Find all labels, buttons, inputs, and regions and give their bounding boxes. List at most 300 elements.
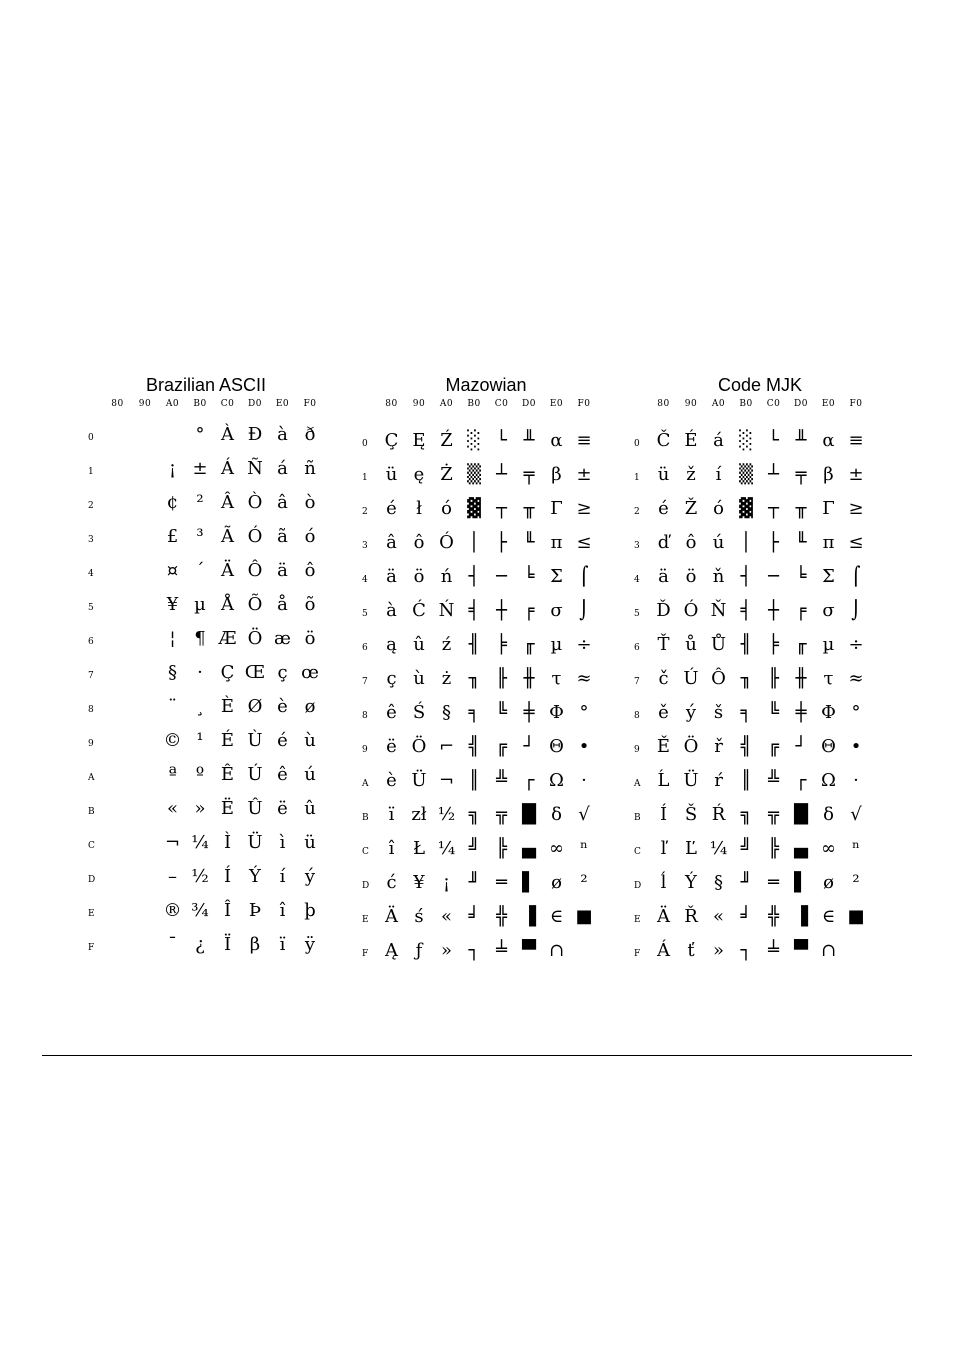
char-cell: Ã bbox=[221, 526, 234, 547]
char-cell: ╗ bbox=[468, 804, 480, 825]
char-cell: û bbox=[304, 798, 316, 819]
table-row bbox=[358, 936, 618, 970]
char-cell: ╙ bbox=[523, 532, 535, 553]
char-cell: ó bbox=[441, 498, 452, 519]
char-cell: • bbox=[578, 736, 590, 757]
char-cell: Ä bbox=[385, 906, 398, 927]
char-cell: ÿ bbox=[304, 934, 316, 955]
char-cell: α bbox=[822, 430, 835, 451]
table-row bbox=[84, 862, 344, 896]
char-cell: ╒ bbox=[795, 600, 807, 621]
table-row bbox=[630, 562, 890, 596]
char-cell: « bbox=[166, 798, 178, 819]
char-cell: ╝ bbox=[468, 838, 480, 859]
char-cell: ┌ bbox=[523, 770, 535, 791]
column-header: E0 bbox=[275, 399, 290, 409]
char-cell: ╬ bbox=[768, 906, 779, 927]
char-cell: Ù bbox=[247, 730, 263, 751]
char-cell: ╕ bbox=[468, 702, 480, 723]
char-cell: ÷ bbox=[576, 634, 592, 655]
char-cell: Ś bbox=[412, 702, 426, 723]
table-row bbox=[358, 562, 618, 596]
char-cell: ╨ bbox=[795, 430, 807, 451]
char-cell: ï bbox=[279, 934, 286, 955]
column-header: A0 bbox=[165, 399, 180, 409]
char-cell: µ bbox=[194, 594, 206, 615]
char-cell: Ω bbox=[821, 770, 836, 791]
column-header: D0 bbox=[794, 399, 808, 409]
table-row bbox=[84, 760, 344, 794]
char-cell: ù bbox=[304, 730, 316, 751]
char-cell: Σ bbox=[550, 566, 563, 587]
char-cell: Ľ bbox=[685, 838, 697, 859]
char-cell: Θ bbox=[549, 736, 564, 757]
char-cell: í bbox=[279, 866, 286, 887]
table-row bbox=[84, 794, 344, 828]
char-cell: τ bbox=[551, 668, 562, 689]
char-cell: ╡ bbox=[740, 600, 752, 621]
char-cell: Ó bbox=[247, 526, 263, 547]
char-cell: δ bbox=[551, 804, 562, 825]
char-cell: ╜ bbox=[740, 872, 752, 893]
char-cell: Ł bbox=[412, 838, 426, 859]
char-cell: ╧ bbox=[768, 940, 779, 961]
char-cell: π bbox=[550, 532, 563, 553]
char-cell: ¡ bbox=[442, 872, 451, 893]
row-label: 1 bbox=[634, 473, 640, 483]
char-cell: ¼ bbox=[437, 838, 456, 859]
char-cell: § bbox=[168, 662, 177, 683]
char-cell: ü bbox=[657, 464, 670, 485]
row-label: 9 bbox=[88, 739, 94, 749]
char-cell: Ü bbox=[247, 832, 263, 853]
char-cell: Ð bbox=[247, 424, 263, 445]
char-cell: ⌡ bbox=[851, 600, 861, 621]
char-cell: ∈ bbox=[549, 906, 564, 927]
char-cell: î bbox=[279, 900, 286, 921]
char-cell: ä bbox=[658, 566, 669, 587]
char-cell: ▐ bbox=[794, 906, 808, 927]
char-cell: π bbox=[822, 532, 835, 553]
char-cell: ⁿ bbox=[580, 838, 588, 859]
char-cell: ░ bbox=[739, 430, 753, 451]
char-cell: ╫ bbox=[795, 668, 807, 689]
char-cell: ╩ bbox=[496, 770, 507, 791]
char-cell: ń bbox=[440, 566, 453, 587]
char-cell: Ç bbox=[220, 662, 235, 683]
char-cell: │ bbox=[740, 532, 752, 553]
char-cell: ú bbox=[304, 764, 316, 785]
char-cell: Ä bbox=[221, 560, 234, 581]
char-cell: Ñ bbox=[247, 458, 263, 479]
char-cell: · bbox=[853, 770, 859, 791]
table-row bbox=[358, 596, 618, 630]
char-cell: ć bbox=[386, 872, 397, 893]
char-cell: ¦ bbox=[169, 628, 176, 649]
char-cell: ▀ bbox=[522, 940, 536, 961]
char-cell: § bbox=[442, 702, 451, 723]
char-cell: ┘ bbox=[795, 736, 807, 757]
char-cell: ¿ bbox=[195, 934, 205, 955]
column-header: E0 bbox=[549, 399, 564, 409]
char-cell: Þ bbox=[248, 900, 262, 921]
char-cell: ≤ bbox=[576, 532, 592, 553]
char-cell: ð bbox=[304, 424, 316, 445]
char-cell: ť bbox=[687, 940, 695, 961]
char-cell: ³ bbox=[196, 526, 204, 547]
table-row bbox=[358, 834, 618, 868]
row-label: F bbox=[362, 949, 369, 959]
char-cell: ŕ bbox=[714, 770, 723, 791]
char-cell: ─ bbox=[768, 566, 779, 587]
char-cell: ⌡ bbox=[579, 600, 589, 621]
char-cell: ╜ bbox=[468, 872, 480, 893]
char-cell: ┼ bbox=[496, 600, 507, 621]
char-cell: ç bbox=[277, 662, 288, 683]
char-cell: Ó bbox=[683, 600, 699, 621]
char-cell: þ bbox=[304, 900, 316, 921]
char-cell: Ó bbox=[439, 532, 454, 553]
row-label: 0 bbox=[88, 433, 94, 443]
char-cell: ┤ bbox=[468, 566, 480, 587]
char-cell: ╓ bbox=[795, 634, 807, 655]
char-cell: ô bbox=[685, 532, 697, 553]
table-row bbox=[630, 800, 890, 834]
table-row bbox=[358, 426, 618, 460]
char-cell: ² bbox=[852, 872, 860, 893]
char-cell: č bbox=[658, 668, 669, 689]
char-cell: î bbox=[388, 838, 395, 859]
char-cell: » bbox=[194, 798, 206, 819]
char-cell: Á bbox=[221, 458, 234, 479]
char-cell: Ô bbox=[711, 668, 726, 689]
char-cell: ╢ bbox=[468, 634, 480, 655]
row-label: 4 bbox=[634, 575, 640, 585]
char-cell: Ê bbox=[220, 764, 235, 785]
char-cell: ò bbox=[304, 492, 316, 513]
column-header: B0 bbox=[467, 399, 481, 409]
char-cell: ≡ bbox=[576, 430, 592, 451]
char-cell: ╗ bbox=[740, 804, 752, 825]
char-cell: Ü bbox=[411, 770, 427, 791]
char-cell: š bbox=[713, 702, 724, 723]
char-cell: ▄ bbox=[794, 838, 808, 859]
column-header: 80 bbox=[657, 399, 670, 409]
char-cell: ± bbox=[848, 464, 864, 485]
horizontal-rule bbox=[42, 1055, 912, 1056]
char-cell: ╨ bbox=[523, 430, 535, 451]
char-cell: è bbox=[386, 770, 397, 791]
table-row bbox=[630, 902, 890, 936]
char-cell: ¾ bbox=[191, 900, 209, 921]
table-row bbox=[84, 590, 344, 624]
char-cell: ╢ bbox=[740, 634, 752, 655]
char-cell: ╔ bbox=[768, 736, 779, 757]
char-cell: ř bbox=[714, 736, 723, 757]
table-row bbox=[630, 528, 890, 562]
char-cell: ╥ bbox=[795, 498, 807, 519]
char-cell: Ŕ bbox=[711, 804, 726, 825]
char-cell: Ö bbox=[683, 736, 699, 757]
char-cell: œ bbox=[301, 662, 319, 683]
char-cell: ╫ bbox=[523, 668, 535, 689]
table-row bbox=[358, 494, 618, 528]
char-cell: á bbox=[713, 430, 724, 451]
char-cell: ╒ bbox=[523, 600, 535, 621]
char-cell: º bbox=[195, 764, 205, 785]
char-cell: å bbox=[277, 594, 288, 615]
table-row bbox=[630, 766, 890, 800]
char-cell: ∞ bbox=[821, 838, 836, 859]
char-cell: Ω bbox=[549, 770, 564, 791]
column-header: C0 bbox=[220, 399, 235, 409]
char-cell: ▓ bbox=[739, 498, 753, 519]
char-cell: Σ bbox=[822, 566, 835, 587]
row-label: 6 bbox=[634, 643, 640, 653]
char-cell: É bbox=[684, 430, 698, 451]
row-label: 4 bbox=[362, 575, 368, 585]
char-cell: ∈ bbox=[821, 906, 836, 927]
char-cell: σ bbox=[550, 600, 563, 621]
char-cell: ⌠ bbox=[579, 566, 589, 587]
char-cell: ä bbox=[277, 560, 288, 581]
table-row bbox=[630, 426, 890, 460]
column-header: B0 bbox=[193, 399, 207, 409]
char-cell: ╝ bbox=[740, 838, 752, 859]
char-cell: ≤ bbox=[848, 532, 864, 553]
row-label: B bbox=[634, 813, 641, 823]
char-cell: ¥ bbox=[166, 594, 179, 615]
char-cell: Ř bbox=[684, 906, 698, 927]
char-cell: Í bbox=[659, 804, 668, 825]
row-label: B bbox=[362, 813, 369, 823]
char-cell: Ż bbox=[440, 464, 453, 485]
row-label: 7 bbox=[634, 677, 640, 687]
char-cell: ┴ bbox=[496, 464, 507, 485]
table-row bbox=[630, 460, 890, 494]
char-cell: Φ bbox=[549, 702, 564, 723]
row-label: C bbox=[88, 841, 95, 851]
table-row bbox=[84, 454, 344, 488]
row-label: A bbox=[362, 779, 369, 789]
char-cell: » bbox=[440, 940, 452, 961]
char-cell: ▄ bbox=[522, 838, 536, 859]
table-row bbox=[84, 896, 344, 930]
column-header: 80 bbox=[111, 399, 124, 409]
char-cell: ╣ bbox=[740, 736, 752, 757]
char-cell: Ö bbox=[247, 628, 263, 649]
table-row bbox=[84, 488, 344, 522]
char-cell: ├ bbox=[496, 532, 507, 553]
char-cell: ý bbox=[685, 702, 697, 723]
char-cell: à bbox=[277, 424, 288, 445]
char-cell: Ę bbox=[412, 430, 426, 451]
char-cell: Æ bbox=[218, 628, 237, 649]
char-cell: ž bbox=[686, 464, 696, 485]
table-row bbox=[630, 664, 890, 698]
table-row bbox=[358, 800, 618, 834]
char-cell: ů bbox=[685, 634, 697, 655]
char-cell: ¼ bbox=[191, 832, 209, 853]
char-cell: µ bbox=[550, 634, 563, 655]
char-cell: ⌐ bbox=[438, 736, 455, 757]
char-cell: ą bbox=[386, 634, 397, 655]
char-cell: è bbox=[277, 696, 288, 717]
char-cell: Ì bbox=[223, 832, 232, 853]
char-cell: á bbox=[277, 458, 288, 479]
row-label: D bbox=[362, 881, 370, 891]
table-row bbox=[84, 420, 344, 454]
char-cell: ¼ bbox=[709, 838, 728, 859]
row-label: 0 bbox=[362, 439, 368, 449]
char-cell: é bbox=[658, 498, 669, 519]
table-row bbox=[84, 726, 344, 760]
char-cell: ┬ bbox=[768, 498, 779, 519]
char-cell: ź bbox=[441, 634, 452, 655]
char-cell: █ bbox=[522, 804, 536, 825]
char-cell: à bbox=[386, 600, 397, 621]
char-cell: ┘ bbox=[523, 736, 535, 757]
char-cell: Ú bbox=[247, 764, 263, 785]
char-cell: δ bbox=[823, 804, 834, 825]
char-cell: é bbox=[386, 498, 397, 519]
char-cell: ü bbox=[304, 832, 316, 853]
char-cell: Ť bbox=[657, 634, 670, 655]
column-header: 90 bbox=[684, 399, 698, 409]
column-header: 80 bbox=[385, 399, 398, 409]
char-cell: │ bbox=[468, 532, 480, 553]
char-cell: ł bbox=[416, 498, 422, 519]
char-cell: ² bbox=[580, 872, 588, 893]
column-header: C0 bbox=[494, 399, 509, 409]
char-cell: ╞ bbox=[496, 634, 507, 655]
column-header: A0 bbox=[711, 399, 726, 409]
char-cell: £ bbox=[166, 526, 179, 547]
char-cell: û bbox=[413, 634, 425, 655]
char-cell: ô bbox=[413, 532, 425, 553]
column-header: D0 bbox=[522, 399, 536, 409]
char-cell: Ä bbox=[657, 906, 670, 927]
char-cell: ó bbox=[304, 526, 316, 547]
char-cell: Ź bbox=[440, 430, 453, 451]
row-label: D bbox=[634, 881, 642, 891]
char-cell: ¢ bbox=[166, 492, 179, 513]
char-cell: Θ bbox=[821, 736, 836, 757]
char-cell: ╟ bbox=[496, 668, 507, 689]
char-cell: ┼ bbox=[768, 600, 779, 621]
table-row bbox=[358, 698, 618, 732]
char-cell: Ě bbox=[656, 736, 671, 757]
row-label: 1 bbox=[88, 467, 94, 477]
char-cell: Ø bbox=[247, 696, 263, 717]
table-title: Mazowian bbox=[445, 375, 527, 395]
char-cell: β bbox=[551, 464, 562, 485]
char-cell: ┤ bbox=[740, 566, 752, 587]
char-cell: ╩ bbox=[768, 770, 779, 791]
char-cell: └ bbox=[496, 430, 507, 451]
char-cell: ╠ bbox=[768, 838, 779, 859]
char-cell: ň bbox=[712, 566, 725, 587]
char-cell: ╙ bbox=[795, 532, 807, 553]
char-cell: ° bbox=[851, 702, 861, 723]
char-cell: ± bbox=[576, 464, 592, 485]
row-label: 1 bbox=[362, 473, 368, 483]
char-cell: ┴ bbox=[768, 464, 779, 485]
table-row bbox=[630, 630, 890, 664]
table-row bbox=[84, 556, 344, 590]
char-cell: ▒ bbox=[467, 464, 481, 485]
char-cell: Φ bbox=[821, 702, 836, 723]
char-cell: í bbox=[715, 464, 722, 485]
char-cell: ┐ bbox=[740, 940, 752, 961]
char-cell: © bbox=[163, 730, 182, 751]
table-row bbox=[630, 936, 890, 970]
char-cell: ▒ bbox=[739, 464, 753, 485]
char-cell: ę bbox=[413, 464, 425, 485]
char-cell: ∞ bbox=[549, 838, 564, 859]
char-cell: ■ bbox=[575, 906, 593, 927]
char-cell: ▌ bbox=[522, 872, 536, 893]
char-cell: ╧ bbox=[496, 940, 507, 961]
row-label: 8 bbox=[362, 711, 368, 721]
char-cell: ╘ bbox=[523, 566, 535, 587]
table-row bbox=[358, 528, 618, 562]
char-cell: ╓ bbox=[523, 634, 535, 655]
char-cell: ╬ bbox=[496, 906, 507, 927]
char-cell: ä bbox=[386, 566, 397, 587]
char-cell: Ï bbox=[223, 934, 232, 955]
column-header: 90 bbox=[412, 399, 426, 409]
char-cell: ≈ bbox=[848, 668, 864, 689]
char-cell: · bbox=[581, 770, 587, 791]
table-row bbox=[630, 868, 890, 902]
column-header: D0 bbox=[248, 399, 262, 409]
row-label: A bbox=[88, 773, 95, 783]
column-header: F0 bbox=[577, 399, 591, 409]
table-row bbox=[84, 930, 344, 964]
row-label: C bbox=[634, 847, 641, 857]
row-label: 8 bbox=[88, 705, 94, 715]
table-row bbox=[630, 698, 890, 732]
row-label: E bbox=[634, 915, 641, 925]
char-cell: ╛ bbox=[740, 906, 752, 927]
char-cell: ´ bbox=[195, 560, 205, 581]
table-row bbox=[358, 664, 618, 698]
char-cell: ë bbox=[277, 798, 288, 819]
char-cell: ª bbox=[168, 764, 177, 785]
char-cell: « bbox=[440, 906, 452, 927]
row-label: 3 bbox=[88, 535, 94, 545]
table-row bbox=[84, 522, 344, 556]
char-cell: § bbox=[714, 872, 723, 893]
char-cell: ö bbox=[413, 566, 425, 587]
char-cell: ¥ bbox=[413, 872, 425, 893]
char-cell: Œ bbox=[244, 662, 266, 683]
char-cell: β bbox=[249, 934, 261, 955]
char-cell: â bbox=[386, 532, 397, 553]
char-cell: ê bbox=[277, 764, 288, 785]
char-cell: Ů bbox=[710, 634, 727, 655]
char-cell: ú bbox=[712, 532, 725, 553]
char-cell: Õ bbox=[247, 594, 263, 615]
column-header: F0 bbox=[849, 399, 863, 409]
table-row bbox=[84, 692, 344, 726]
char-cell: Ň bbox=[710, 600, 727, 621]
char-cell: ¤ bbox=[166, 560, 179, 581]
char-cell: ½ bbox=[437, 804, 456, 825]
char-cell: ø bbox=[551, 872, 562, 893]
char-cell: α bbox=[550, 430, 563, 451]
